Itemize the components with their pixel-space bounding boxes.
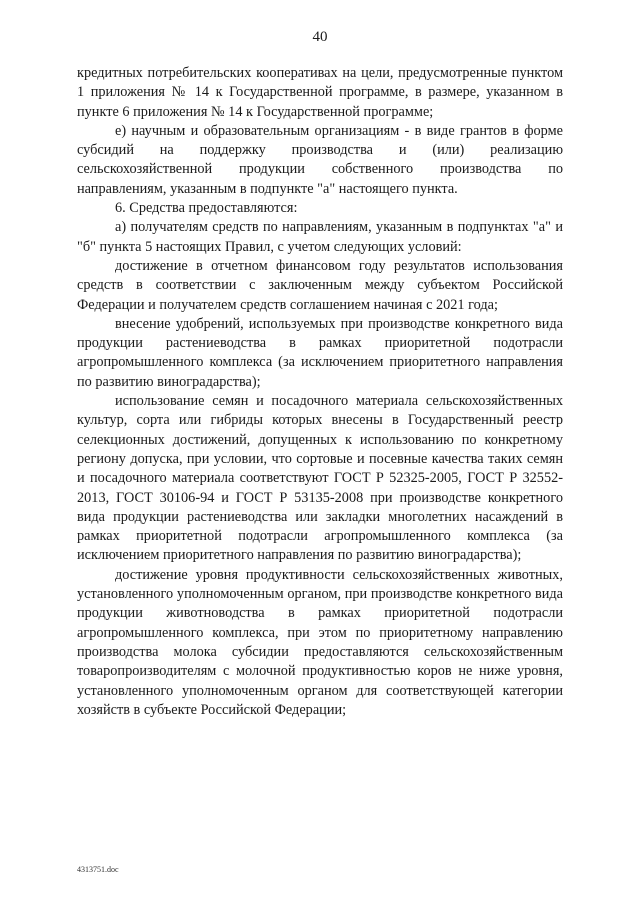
paragraph-condition-results: достижение в отчетном финансовом году результатов использования средств в соответствии с заключенным между субъектом Российской Федерации и получателем средств соглашением начиная с 2021 года; xyxy=(77,257,563,313)
paragraph-continuation: кредитных потребительских кооперативах на цели, предусмотренные пунктом 1 приложения № 14 к Государственной программе, в размере, указанном в пункте 6 приложения № 14 к Государственной программе; xyxy=(77,65,563,120)
paragraph-condition-seeds: использование семян и посадочного материала сельскохозяйственных культур, сорта или гибриды которых внесены в Государственный реестр селекционных достижений, допущенных к использованию по конкретному региону допуска, при условии, что сортовые и посевные качества таких семян и посадочного материала соответствуют ГОСТ Р 52325-2005, ГОСТ Р 32552-2013, ГОСТ 30106-94 и ГОСТ Р 53135-2008 при производстве конкретного вида продукции растениеводства или закладки многолетних насаждений в рамках приоритетной подотрасли агропромышленного комплекса (за исключением приоритетного направления по развитию виноградарства); xyxy=(77,393,563,564)
paragraph-condition-productivity: достижение уровня продуктивности сельскохозяйственных животных, установленного уполномоченным органом, при производстве конкретного вида продукции животноводства в рамках приоритетной подотрасли агропромышленного комплекса, при этом по приоритетному направлению производства молока субсидии предоставляются сельскохозяйственным товаропроизводителям с молочной продуктивностью коров не ниже уровня, установленного уполномоченным органом для соответствующей категории хозяйств в субъекте Российской Федерации; xyxy=(77,566,563,718)
document-body xyxy=(77,64,563,720)
footer-filename: 4313751.doc xyxy=(77,865,119,874)
paragraph-condition-fertilizers: внесение удобрений, используемых при производстве конкретного вида продукции растениеводства в рамках приоритетной подотрасли агропромышленного комплекса (за исключением приоритетного направления по развитию виноградарства); xyxy=(77,315,563,390)
paragraph-item-e: е) научным и образовательным организациям - в виде грантов в форме субсидий на поддержку производства и (или) реализацию сельскохозяйственной продукции собственного производства по направлениям, указанным в подпункте "а" настоящего пункта. xyxy=(77,122,563,197)
paragraph-section-6: 6. Средства предоставляются: xyxy=(115,200,298,217)
paragraph-item-a: а) получателям средств по направлениям, указанным в подпунктах "а" и "б" пункта 5 настоящих Правил, с учетом следующих условий: xyxy=(77,219,563,255)
page-number: 40 xyxy=(312,29,328,45)
